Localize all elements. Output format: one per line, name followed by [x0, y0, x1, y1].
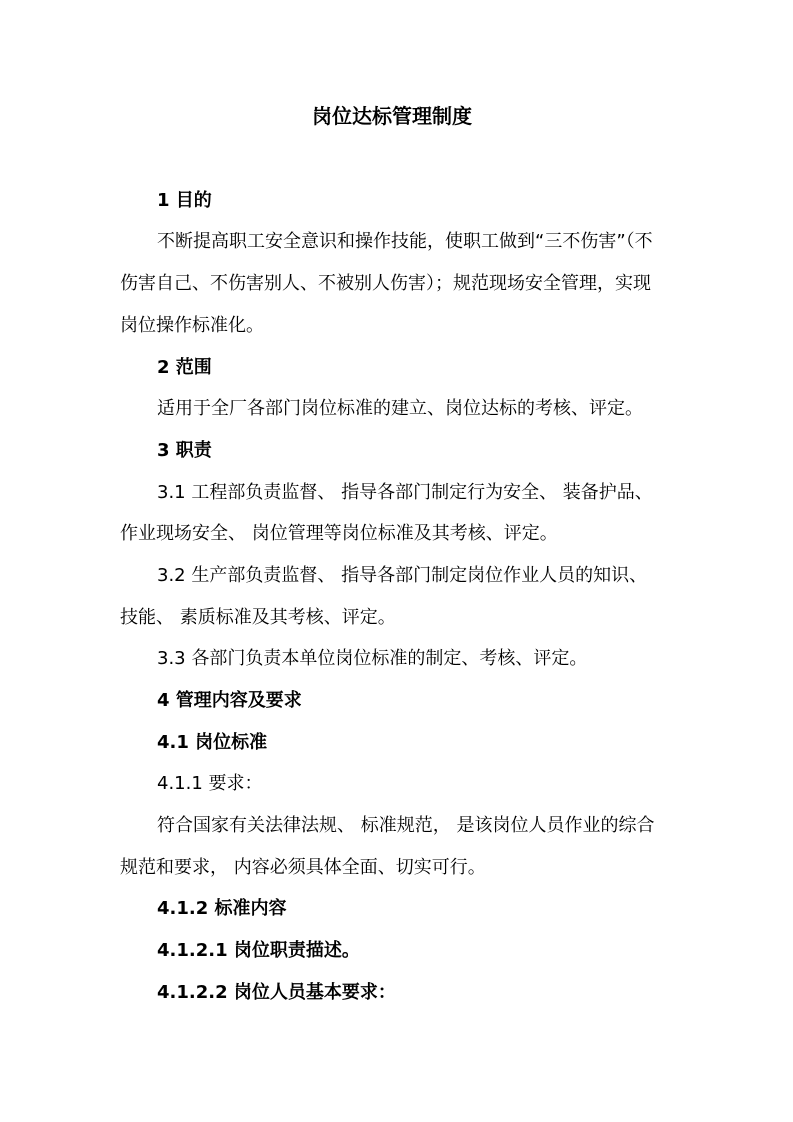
document-title: 岗位达标管理制度: [312, 104, 472, 128]
section-4-1-2-2-heading: 4.1.2.2 岗位人员基本要求：: [157, 982, 396, 1003]
section-2-paragraph: 适用于全厂各部门岗位标准的建立、岗位达标的考核、评定。: [157, 398, 643, 419]
section-1-paragraph-line-2: 伤害自己、不伤害别人、不被别人伤害）；规范现场安全管理，实现: [120, 273, 651, 294]
section-3-2-line-1: 3.2 生产部负责监督、 指导各部门制定岗位作业人员的知识、: [157, 565, 648, 586]
section-4-1-heading: 4.1 岗位标准: [157, 732, 268, 753]
section-4-heading: 4 管理内容及要求: [157, 690, 302, 711]
section-3-1-line-1: 3.1 工程部负责监督、 指导各部门制定行为安全、 装备护品、: [157, 482, 653, 503]
section-4-1-2-1-heading: 4.1.2.1 岗位职责描述。: [157, 940, 360, 961]
section-3-1-line-2: 作业现场安全、 岗位管理等岗位标准及其考核、评定。: [120, 523, 558, 544]
section-4-1-2-heading: 4.1.2 标准内容: [157, 898, 287, 919]
section-3-3-line: 3.3 各部门负责本单位岗位标准的制定、考核、评定。: [157, 648, 588, 669]
section-4-1-1-paragraph-line-1: 符合国家有关法律法规、 标准规范， 是该岗位人员作业的综合: [157, 815, 655, 836]
section-1-heading: 1 目的: [157, 190, 212, 211]
section-1-paragraph-line-3: 岗位操作标准化。: [120, 315, 264, 336]
section-3-2-line-2: 技能、 素质标准及其考核、评定。: [120, 607, 396, 628]
section-3-heading: 3 职责: [157, 440, 212, 461]
section-2-heading: 2 范围: [157, 357, 212, 378]
section-4-1-1-paragraph-line-2: 规范和要求， 内容必须具体全面、切实可行。: [120, 857, 486, 878]
section-1-paragraph-line-1: 不断提高职工安全意识和操作技能，使职工做到“三不伤害”（不: [157, 231, 653, 252]
section-4-1-1-heading: 4.1.1 要求：: [157, 773, 263, 794]
